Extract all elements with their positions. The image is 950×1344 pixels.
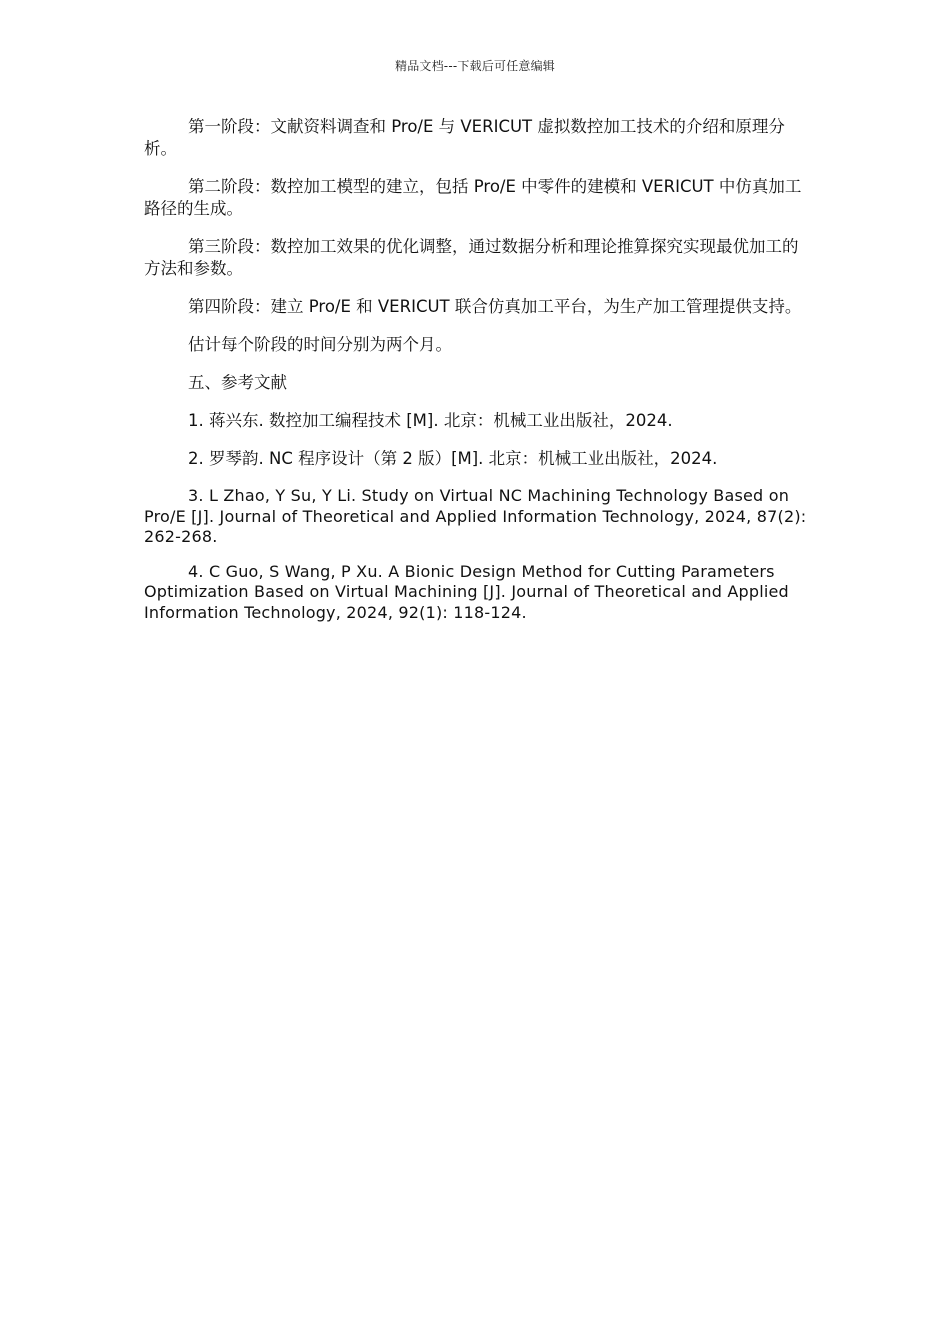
- stage-three-paragraph: 第三阶段：数控加工效果的优化调整，通过数据分析和理论推算探究实现最优加工的方法和参数。: [144, 237, 799, 278]
- stage-two-paragraph: 第二阶段：数控加工模型的建立，包括 Pro/E 中零件的建模和 VERICUT 中仿真加工路径的生成。: [144, 177, 802, 218]
- reference-item: 1. 蒋兴东. 数控加工编程技术 [M]. 北京：机械工业出版社，2024.: [188, 411, 673, 430]
- reference-item: 3. L Zhao, Y Su, Y Li. Study on Virtual NC Machining Technology Based on Pro/E [J]. Journal of Theoretical and Applied Information Technology, 2024, 87(2): 262-268.: [144, 486, 807, 546]
- document-body: [144, 116, 808, 637]
- stage-one-paragraph: 第一阶段：文献资料调查和 Pro/E 与 VERICUT 虚拟数控加工技术的介绍和原理分析。: [144, 117, 785, 158]
- page-header: 精品文档---下载后可任意编辑: [395, 59, 555, 73]
- time-estimate-paragraph: 估计每个阶段的时间分别为两个月。: [188, 335, 452, 354]
- reference-item: 4. C Guo, S Wang, P Xu. A Bionic Design Method for Cutting Parameters Optimization Based on Virtual Machining [J]. Journal of Theoretical and Applied Information Technology, 2024, 92(1): 118-124.: [144, 561, 789, 622]
- reference-item: 2. 罗琴韵. NC 程序设计（第 2 版）[M]. 北京：机械工业出版社，2024.: [188, 449, 718, 468]
- references-heading: 五、参考文献: [188, 373, 287, 392]
- stage-four-paragraph: 第四阶段：建立 Pro/E 和 VERICUT 联合仿真加工平台，为生产加工管理提供支持。: [188, 297, 802, 316]
